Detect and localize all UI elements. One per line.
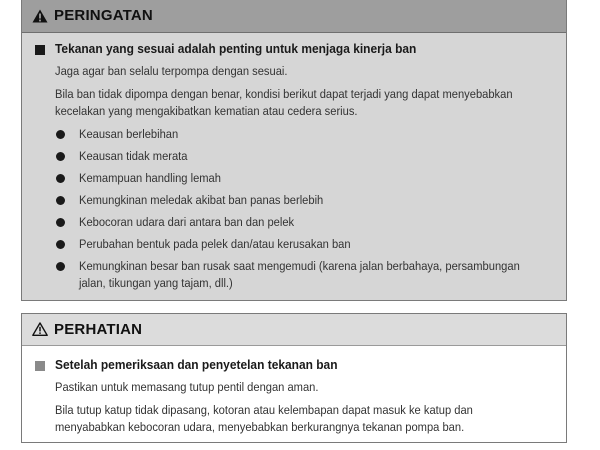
warning-section-title: Tekanan yang sesuai adalah penting untuk menjaga kinerja ban — [55, 41, 417, 56]
warning-bullet: Kemungkinan besar ban rusak saat mengemudi (karena jalan berbahaya, persambungan — [79, 259, 520, 273]
warning-paragraph-2-line-2: kecelakan yang mengakibatkan kematian atau cedera serius. — [55, 104, 358, 118]
caution-paragraph-2-line-1: Bila tutup katup tidak dipasang, kotoran atau kelembapan dapat masuk ke katup dan — [55, 403, 473, 417]
section-square-icon — [35, 45, 45, 55]
warning-bullet: Keausan tidak merata — [79, 149, 188, 163]
caution-section-title: Setelah pemeriksaan dan penyetelan tekanan ban — [55, 357, 338, 372]
warning-triangle-outline-icon — [32, 322, 48, 336]
warning-box — [21, 0, 567, 301]
caution-paragraph-2-line-2: menyababkan kebocoran udara, menyebabkan berkurangnya tekanan pompa ban. — [55, 420, 465, 434]
bullet-dot-icon — [56, 152, 65, 161]
warning-bullet: Keausan berlebihan — [79, 127, 179, 141]
warning-bullet-continuation: jalan, tikungan yang tajam, dll.) — [79, 276, 233, 290]
caution-box — [21, 313, 567, 443]
warning-paragraph-1: Jaga agar ban selalu terpompa dengan sesuai. — [55, 64, 288, 78]
warning-bullet: Perubahan bentuk pada pelek dan/atau kerusakan ban — [79, 237, 351, 251]
caution-paragraph-1: Pastikan untuk memasang tutup pentil dengan aman. — [55, 380, 319, 394]
section-square-icon — [35, 361, 45, 371]
bullet-dot-icon — [56, 130, 65, 139]
warning-title: PERINGATAN — [54, 7, 153, 24]
bullet-dot-icon — [56, 240, 65, 249]
caution-header — [22, 314, 566, 346]
caution-title: PERHATIAN — [54, 321, 143, 338]
bullet-dot-icon — [56, 218, 65, 227]
bullet-dot-icon — [56, 262, 65, 271]
warning-header — [22, 0, 566, 33]
warning-bullet: Kemungkinan meledak akibat ban panas berlebih — [79, 193, 324, 207]
bullet-dot-icon — [56, 196, 65, 205]
warning-paragraph-2-line-1: Bila ban tidak dipompa dengan benar, kondisi berikut dapat terjadi yang dapat menyebabkan — [55, 87, 513, 101]
warning-bullet: Kebocoran udara dari antara ban dan pelek — [79, 215, 295, 229]
bullet-dot-icon — [56, 174, 65, 183]
warning-bullet: Kemampuan handling lemah — [79, 171, 221, 185]
warning-triangle-filled-icon — [32, 9, 48, 23]
